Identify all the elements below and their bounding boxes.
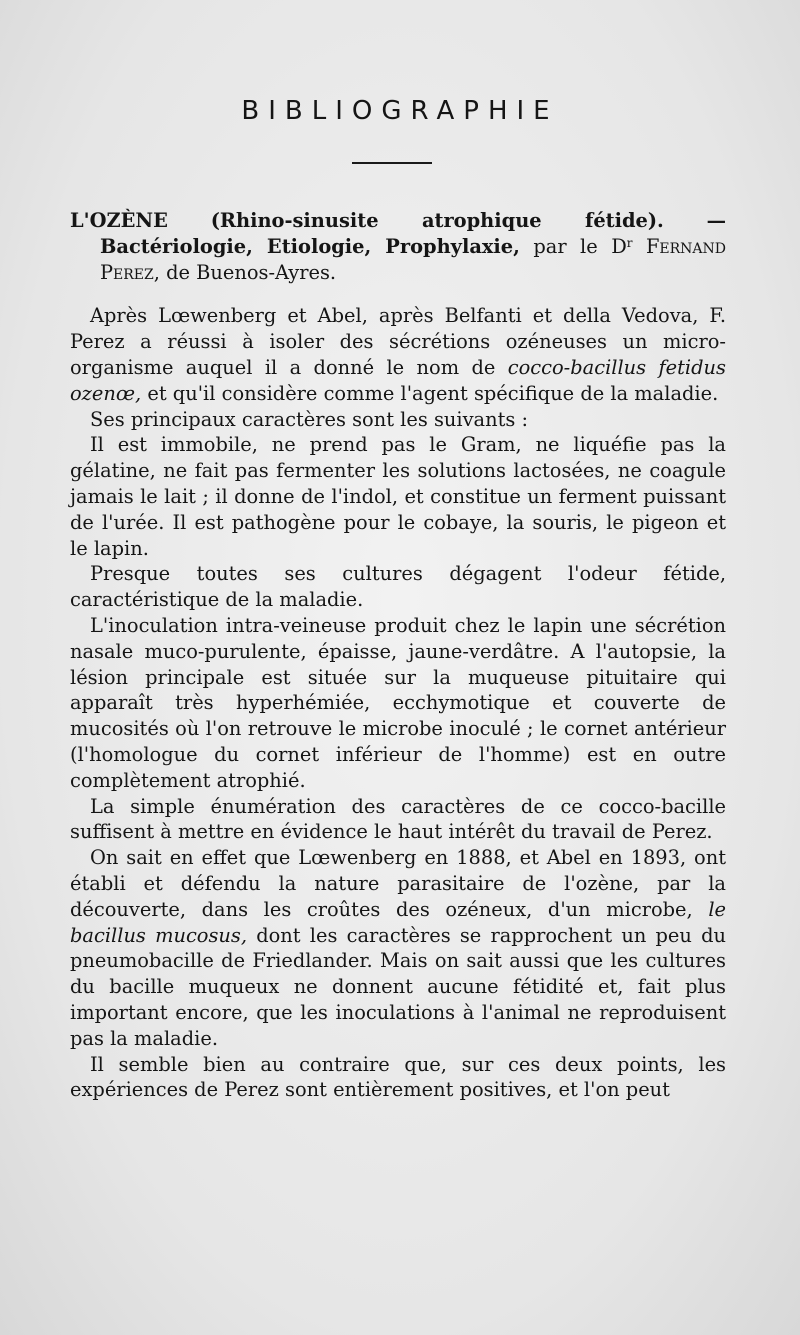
paragraph-8: Il semble bien au contraire que, sur ces deux points, les expériences de Perez sont entièrement positives, et l'on peut xyxy=(70,1052,726,1102)
bibliography-entry xyxy=(70,208,726,285)
paragraph-1-italic: cocco-bacillus fetidus ozenœ, xyxy=(70,355,726,405)
paragraph-7-italic: le bacillus mucosus, xyxy=(70,897,726,947)
entry-dr: $D^r$ xyxy=(611,234,633,258)
section-heading: BIBLIOGRAPHIE xyxy=(241,96,559,126)
paragraph-6: La simple énumération des caractères de ce cocco-bacille suffisent à mettre en évidence le haut intérêt du travail de Perez. xyxy=(70,794,726,844)
paragraph-7: On sait en effet que Lœwenberg en 1888, et Abel en 1893, ont établi et défendu la nature parasitaire de l'ozène, par la découverte, dans les croûtes des ozéneux, d'un microbe, le bacillus mucosus, dont les caractères se rapprochent un peu du pneumobacille de Friedlander. Mais on sait aussi que les cultures du bacille muqueux ne donnent aucune fétidité et, fait plus important encore, que les inoculations à l'animal ne reproduisent pas la maladie. xyxy=(70,846,726,1050)
paragraph-3: Il est immobile, ne prend pas le Gram, ne liquéfie pas la gélatine, ne fait pas fermenter les solutions lactosées, ne coagule jamais le lait ; il donne de l'indol, et constitue un ferment puissant de l'urée. Il est pathogène pour le cobaye, la souris, le pigeon et le lapin. xyxy=(70,433,726,560)
entry-title: L'OZÈNE xyxy=(70,209,168,232)
paragraph-4: Presque toutes ses cultures dégagent l'odeur fétide, caractéristique de la maladie. xyxy=(70,562,726,612)
paragraph-5: L'inoculation intra-veineuse produit chez le lapin une sécrétion nasale muco-purulente, épaisse, jaune-verdâtre. A l'autopsie, la lésion principale est située sur la muqueuse pituitaire qui apparaît très hyperhémiée, ecchymotique et couverte de mucosités où l'on retrouve le microbe inoculé ; le cornet antérieur (l'homologue du cornet inférieur de l'homme) est en outre complètement atrophié. xyxy=(70,613,726,792)
entry-par-le: par le xyxy=(533,234,598,258)
entry-topics: Bactériologie, Etiologie, Prophylaxie, xyxy=(100,234,520,258)
entry-subtitle: (Rhino-sinusite atrophique fétide). xyxy=(210,209,664,232)
entry-place: de Buenos-Ayres. xyxy=(166,260,337,284)
paragraph-1: Après Lœwenberg et Abel, après Belfanti et della Vedova, F. Perez a réussi à isoler des sécrétions ozéneuses un micro-organisme auquel il a donné le nom de cocco-bacillus fetidus ozenœ, et qu'il considère comme l'agent spécifique de la maladie. xyxy=(70,304,726,405)
paragraph-2: Ses principaux caractères sont les suivants : xyxy=(90,407,529,431)
entry-author: Fernand Perez, xyxy=(100,234,726,284)
body-text xyxy=(70,208,726,1103)
heading-rule xyxy=(352,162,432,164)
entry-dash: — xyxy=(706,209,726,232)
